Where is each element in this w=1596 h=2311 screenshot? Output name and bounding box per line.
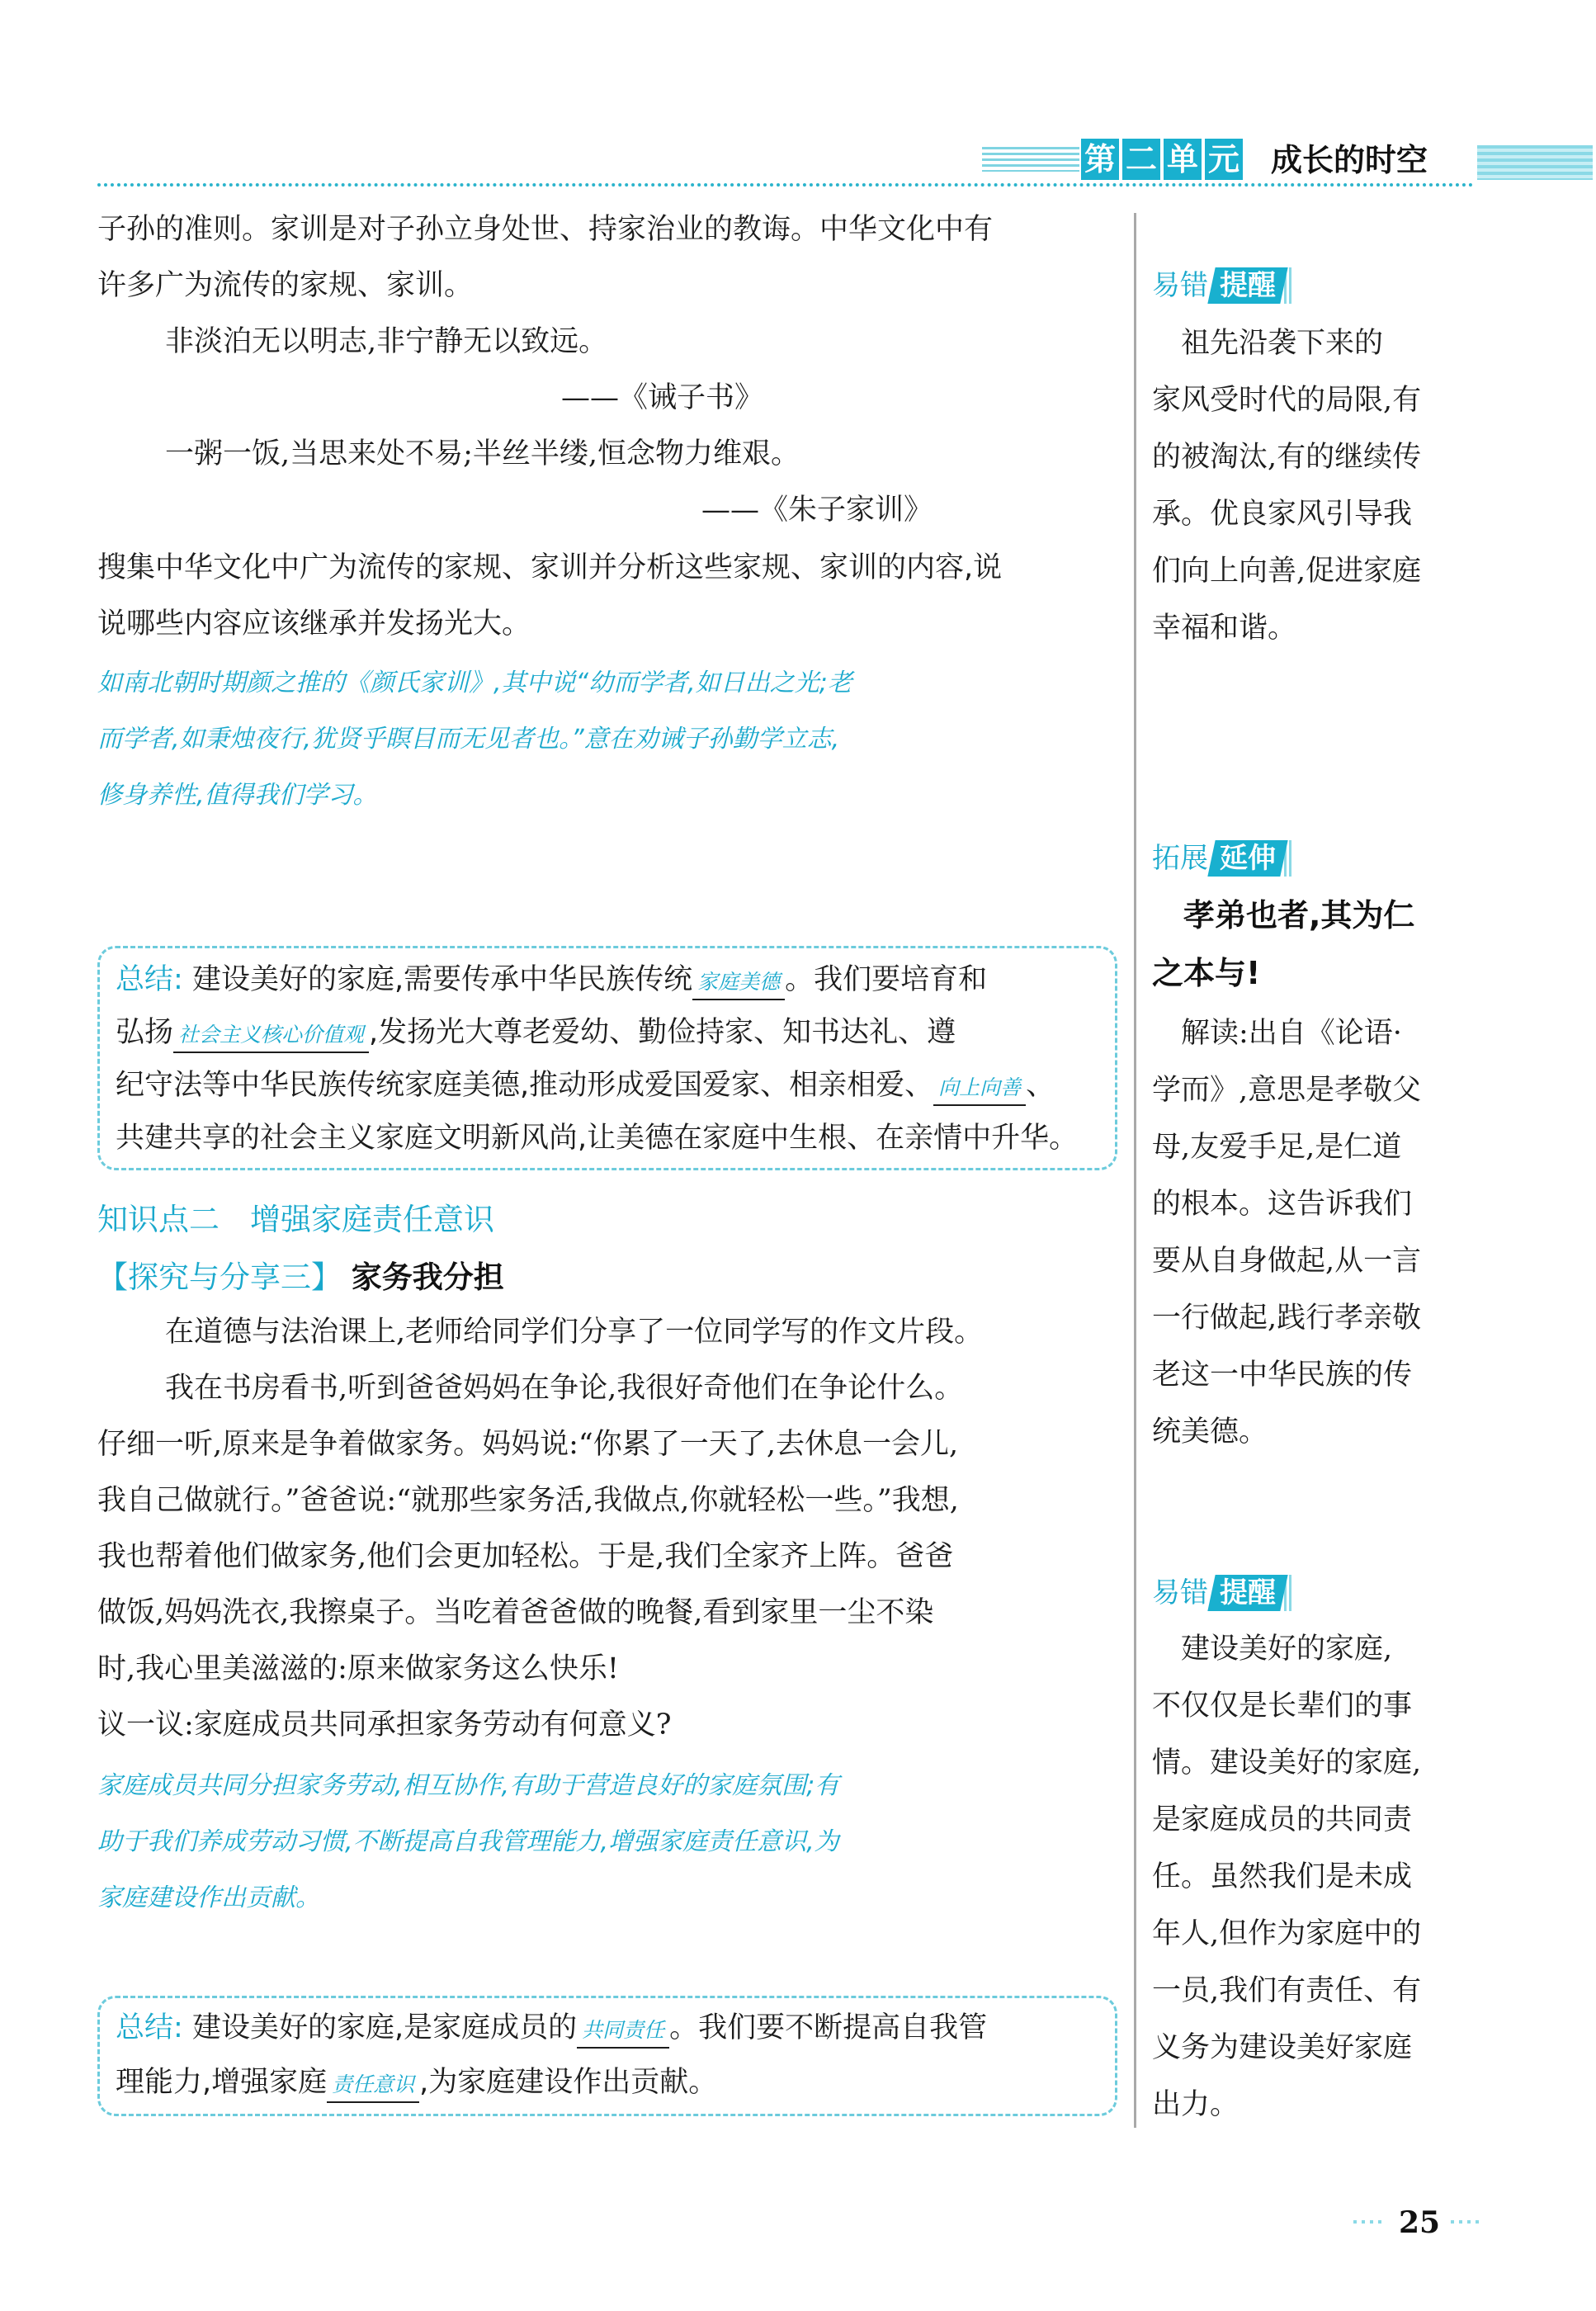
summary-line xyxy=(116,1006,956,1059)
discussion-question: 议一议:家庭成员共同承担家务劳动有何意义? xyxy=(97,1708,672,1742)
summary-label: 总结: xyxy=(116,2011,183,2044)
answer-line: 家庭建设作出贡献。 xyxy=(97,1883,320,1912)
summary-text: 。我们要不断提高自我管 xyxy=(669,2011,988,2044)
column-divider xyxy=(1134,213,1136,2128)
sidebar-text: 幸福和谐。 xyxy=(1152,612,1297,645)
sidebar-text: 义务为建设美好家庭 xyxy=(1152,2031,1413,2064)
page-number-area xyxy=(1353,2202,1485,2243)
tag-label-highlight: 提醒 xyxy=(1207,1575,1287,1611)
sidebar-text: 祖先沿袭下来的 xyxy=(1152,327,1384,360)
answer-line: 家庭成员共同分担家务劳动,相互协作,有助于营造良好的家庭氛围;有 xyxy=(97,1771,840,1800)
classic-quote: 之本与! xyxy=(1152,955,1261,991)
sidebar-text: 年人,但作为家庭中的 xyxy=(1152,1917,1422,1950)
sidebar-text: 建设美好的家庭, xyxy=(1152,1633,1393,1666)
page-number-dots xyxy=(1451,2220,1484,2224)
header-dotted-rule xyxy=(97,183,1474,187)
summary-text: ,发扬光大尊老爱幼、勤俭持家、知书达礼、遵 xyxy=(369,1016,956,1049)
summary-text: 建设美好的家庭,需要传承中华民族传统 xyxy=(191,963,693,996)
sidebar-text: 统美德。 xyxy=(1152,1415,1268,1449)
section-name: 家务我分担 xyxy=(351,1259,504,1295)
sidebar-text: 要从自身做起,从一言 xyxy=(1152,1245,1422,1278)
sidebar-text: 的被淘汰,有的继续传 xyxy=(1152,441,1422,474)
fill-blank-answer: 社会主义核心价值观 xyxy=(173,1018,369,1053)
sidebar-text: 情。建设美好的家庭, xyxy=(1152,1746,1422,1779)
story-line: 时,我心里美滋滋的:原来做家务这么快乐! xyxy=(97,1652,619,1685)
summary-text: 纪守法等中华民族传统家庭美德,推动形成爱国爱家、相亲相爱、 xyxy=(116,1069,934,1102)
summary-line xyxy=(116,2056,717,2109)
summary-text: 、 xyxy=(1026,1069,1055,1102)
answer-line: 而学者,如秉烛夜行,犹贤乎瞑目而无见者也。”意在劝诫子孙勤学立志, xyxy=(97,725,840,754)
sidebar-text: 是家庭成员的共同责 xyxy=(1152,1803,1413,1836)
summary-text: 理能力,增强家庭 xyxy=(116,2066,328,2099)
intro-line: 子孙的准则。家训是对子孙立身处世、持家治业的教诲。中华文化中有 xyxy=(97,213,994,246)
unit-char: 元 xyxy=(1205,139,1243,180)
story-line: 我也帮着他们做家务,他们会更加轻松。于是,我们全家齐上阵。爸爸 xyxy=(97,1540,954,1573)
header-stripes-decoration xyxy=(982,147,1079,172)
unit-char: 二 xyxy=(1122,139,1160,180)
tag-label: 拓展 xyxy=(1149,840,1211,877)
sidebar-text: 的根本。这告诉我们 xyxy=(1152,1188,1413,1221)
knowledge-point-title: 知识点二 增强家庭责任意识 xyxy=(97,1202,494,1237)
tag-label: 易错 xyxy=(1149,1575,1211,1611)
tag-label-highlight: 延伸 xyxy=(1207,840,1287,877)
task-line: 搜集中华文化中广为流传的家规、家训并分析这些家规、家训的内容,说 xyxy=(97,551,1003,584)
sidebar-text: 承。优良家风引导我 xyxy=(1152,498,1413,531)
quote-source: ——《诫子书》 xyxy=(561,381,764,414)
fill-blank-answer: 向上向善 xyxy=(933,1071,1026,1106)
story-line: 仔细一听,原来是争着做家务。妈妈说:“你累了一天了,去休息一会儿, xyxy=(97,1428,959,1461)
summary-text: ,为家庭建设作出贡献。 xyxy=(419,2066,718,2099)
sidebar-text: 出力。 xyxy=(1152,2088,1239,2121)
story-line: 我自己做就行。”爸爸说:“就那些家务活,我做点,你就轻松一些。”我想, xyxy=(97,1484,959,1517)
summary-line xyxy=(116,1059,1055,1112)
fill-blank-answer: 责任意识 xyxy=(327,2068,419,2103)
sidebar-text: 母,友爱手足,是仁道 xyxy=(1152,1131,1402,1164)
summary-line xyxy=(116,2001,987,2054)
page-number: 25 xyxy=(1398,2205,1441,2240)
tag-label-highlight: 提醒 xyxy=(1207,267,1287,304)
sidebar-tag-extension xyxy=(1149,840,1294,877)
sidebar-text: 一行做起,践行孝亲敬 xyxy=(1152,1302,1422,1335)
unit-char: 单 xyxy=(1164,139,1202,180)
classic-quote: 孝弟也者,其为仁 xyxy=(1152,897,1415,933)
sidebar-text: 一员,我们有责任、有 xyxy=(1152,1974,1422,2007)
sidebar-tag-tip xyxy=(1149,1575,1294,1611)
unit-badge xyxy=(1081,139,1243,180)
unit-char: 第 xyxy=(1081,139,1119,180)
sidebar-text: 任。虽然我们是未成 xyxy=(1152,1860,1413,1893)
answer-line: 助于我们养成劳动习惯,不断提高自我管理能力,增强家庭责任意识,为 xyxy=(97,1827,839,1856)
answer-line: 如南北朝时期颜之推的《颜氏家训》,其中说“幼而学者,如日出之光;老 xyxy=(97,669,852,697)
story-line: 在道德与法治课上,老师给同学们分享了一位同学写的作文片段。 xyxy=(165,1316,984,1349)
sidebar-text: 学而》,意思是孝敬父 xyxy=(1152,1074,1422,1107)
section-tag: 【探究与分享三】 xyxy=(97,1259,342,1295)
unit-title: 成长的时空 xyxy=(1271,142,1428,178)
sidebar-text: 们向上向善,促进家庭 xyxy=(1152,555,1422,588)
sidebar-tag-tip xyxy=(1149,267,1294,304)
answer-line: 修身养性,值得我们学习。 xyxy=(97,781,378,810)
quote-text: 一粥一饭,当思来处不易;半丝半缕,恒念物力维艰。 xyxy=(165,437,800,470)
page-number-dots xyxy=(1353,2220,1386,2224)
story-line: 做饭,妈妈洗衣,我擦桌子。当吃着爸爸做的晚餐,看到家里一尘不染 xyxy=(97,1596,934,1629)
summary-text: 。我们要培育和 xyxy=(785,963,988,996)
sidebar-text: 家风受时代的局限,有 xyxy=(1152,384,1422,417)
summary-line: 共建共享的社会主义家庭文明新风尚,让美德在家庭中生根、在亲情中升华。 xyxy=(116,1122,1079,1155)
tag-label: 易错 xyxy=(1149,267,1211,304)
fill-blank-answer: 家庭美德 xyxy=(692,966,785,1000)
summary-text: 建设美好的家庭,是家庭成员的 xyxy=(191,2011,578,2044)
header-bar-decoration xyxy=(1477,145,1593,180)
quote-source: ——《朱子家训》 xyxy=(701,494,933,527)
summary-line xyxy=(116,953,987,1006)
sidebar-text: 不仅仅是长辈们的事 xyxy=(1152,1690,1413,1723)
fill-blank-answer: 共同责任 xyxy=(577,2014,669,2049)
section-heading xyxy=(97,1255,504,1301)
summary-label: 总结: xyxy=(116,963,183,996)
quote-text: 非淡泊无以明志,非宁静无以致远。 xyxy=(165,325,608,358)
task-line: 说哪些内容应该继承并发扬光大。 xyxy=(97,607,531,640)
story-line: 我在书房看书,听到爸爸妈妈在争论,我很好奇他们在争论什么。 xyxy=(165,1372,964,1405)
intro-line: 许多广为流传的家规、家训。 xyxy=(97,269,474,302)
sidebar-text: 解读:出自《论语· xyxy=(1152,1017,1402,1050)
summary-text: 弘扬 xyxy=(116,1016,174,1049)
sidebar-text: 老这一中华民族的传 xyxy=(1152,1359,1413,1392)
